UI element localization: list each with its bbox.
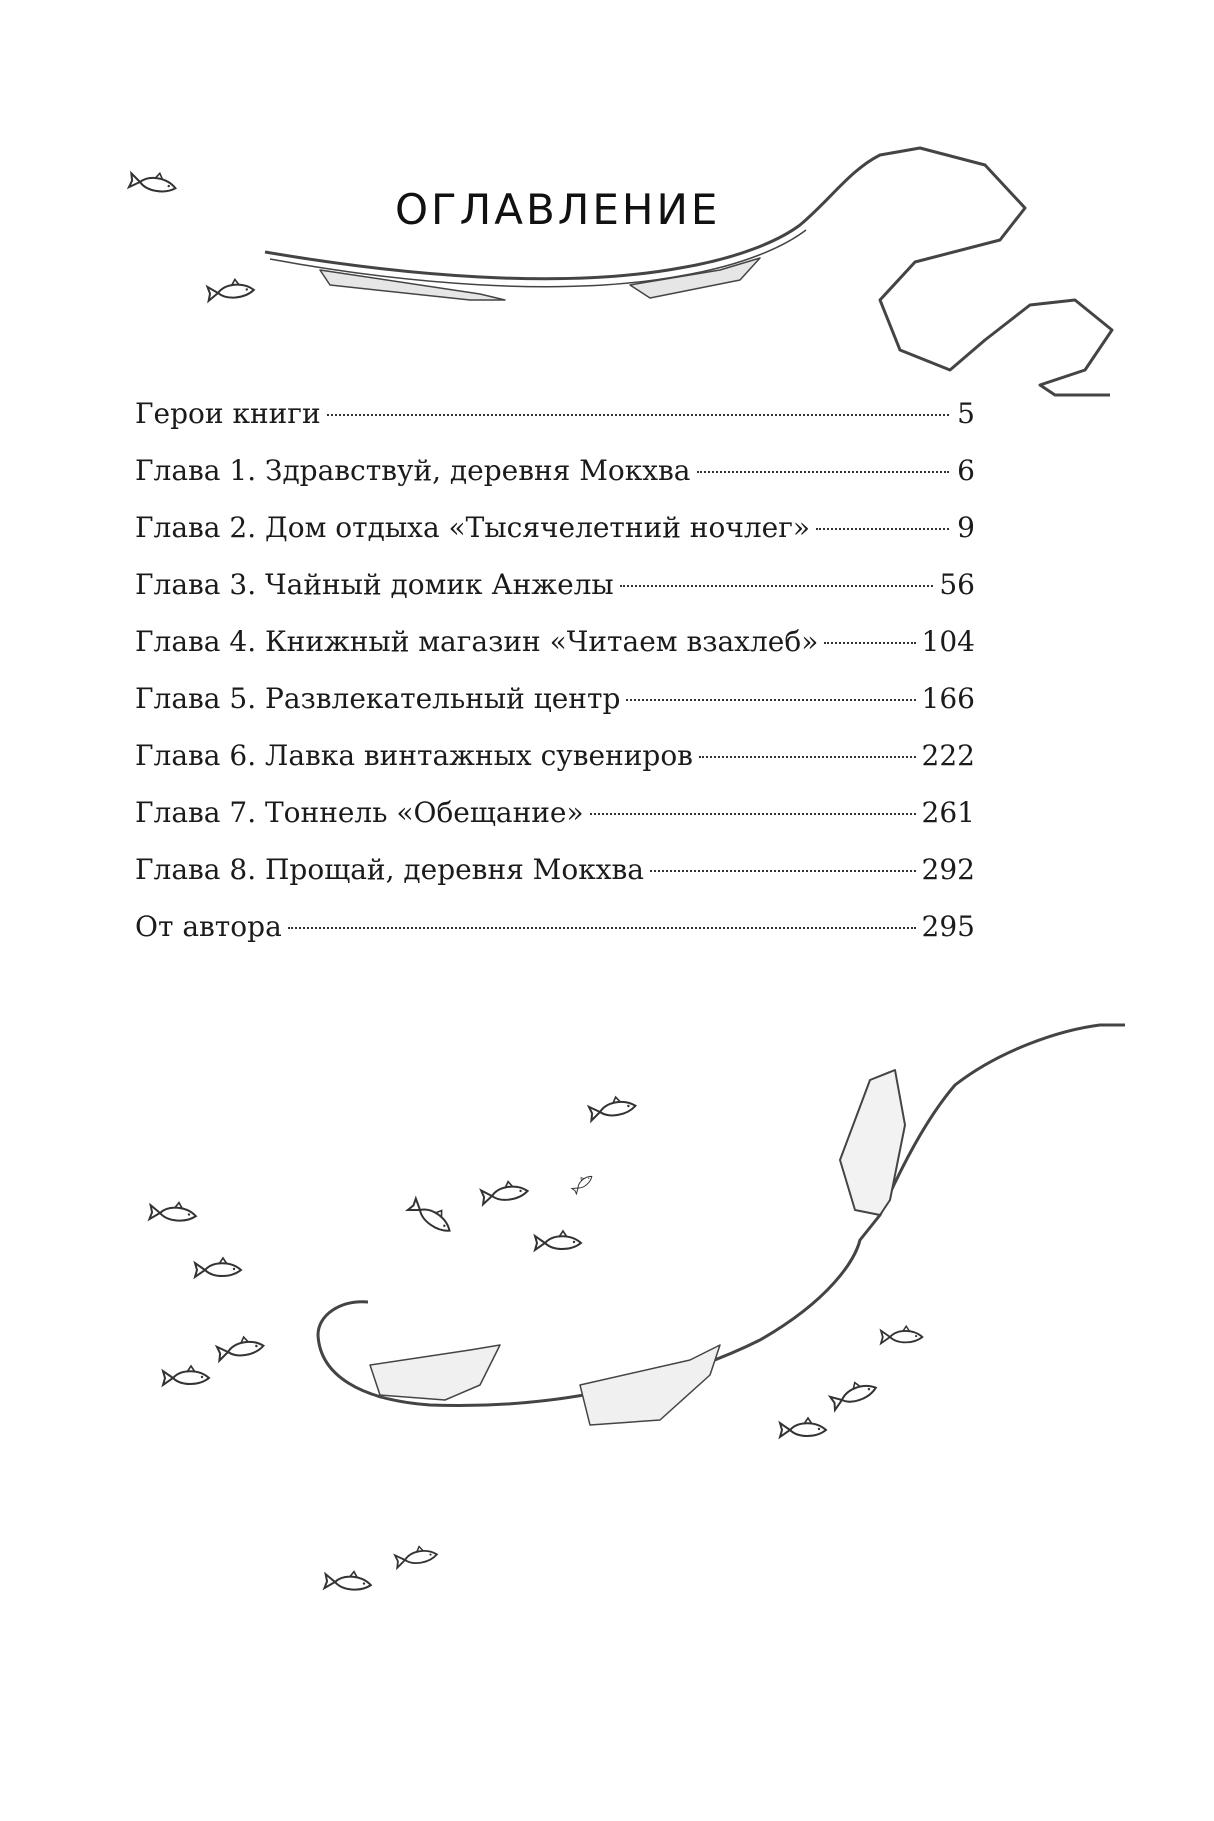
bottom-ribbon-drawing [318, 1025, 1125, 1425]
toc-entry[interactable] [135, 784, 975, 841]
toc-dot-leader [650, 870, 916, 872]
toc-dot-leader [699, 756, 916, 758]
toc-entry-label: Глава 5. Развлекательный центр [135, 682, 621, 715]
toc-entry-page: 295 [921, 910, 975, 943]
toc-entry-page: 56 [939, 568, 975, 601]
toc-entry-label: Герои книги [135, 397, 321, 430]
toc-entry-label: Глава 2. Дом отдыха «Тысячелетний ночлег» [135, 511, 810, 544]
toc-entry-label: От автора [135, 910, 282, 943]
toc-dot-leader [824, 642, 915, 644]
toc-dot-leader [590, 813, 916, 815]
toc-entry-label: Глава 6. Лавка винтажных сувениров [135, 739, 693, 772]
toc-dot-leader [816, 528, 949, 530]
toc-entry-page: 222 [921, 739, 975, 772]
table-of-contents [135, 385, 975, 955]
toc-dot-leader [626, 699, 915, 701]
toc-entry-page: 5 [957, 397, 975, 430]
toc-entry[interactable] [135, 898, 975, 955]
toc-entry[interactable] [135, 442, 975, 499]
toc-entry[interactable] [135, 727, 975, 784]
toc-entry[interactable] [135, 499, 975, 556]
page-title: ОГЛАВЛЕНИЕ [395, 185, 721, 234]
toc-entry[interactable] [135, 385, 975, 442]
toc-entry-page: 166 [921, 682, 975, 715]
toc-dot-leader [327, 414, 949, 416]
toc-entry[interactable] [135, 670, 975, 727]
toc-dot-leader [697, 471, 949, 473]
toc-entry[interactable] [135, 841, 975, 898]
toc-entry-label: Глава 7. Тоннель «Обещание» [135, 796, 584, 829]
toc-entry-page: 261 [921, 796, 975, 829]
toc-entry[interactable] [135, 556, 975, 613]
toc-entry-label: Глава 3. Чайный домик Анжелы [135, 568, 614, 601]
toc-entry-page: 9 [957, 511, 975, 544]
toc-entry[interactable] [135, 613, 975, 670]
toc-entry-page: 292 [921, 853, 975, 886]
toc-entry-page: 104 [921, 625, 975, 658]
toc-dot-leader [620, 585, 934, 587]
toc-entry-label: Глава 1. Здравствуй, деревня Мокхва [135, 454, 691, 487]
toc-entry-page: 6 [957, 454, 975, 487]
toc-entry-label: Глава 4. Книжный магазин «Читаем взахлеб» [135, 625, 819, 658]
toc-entry-label: Глава 8. Прощай, деревня Мокхва [135, 853, 644, 886]
toc-dot-leader [288, 927, 916, 929]
